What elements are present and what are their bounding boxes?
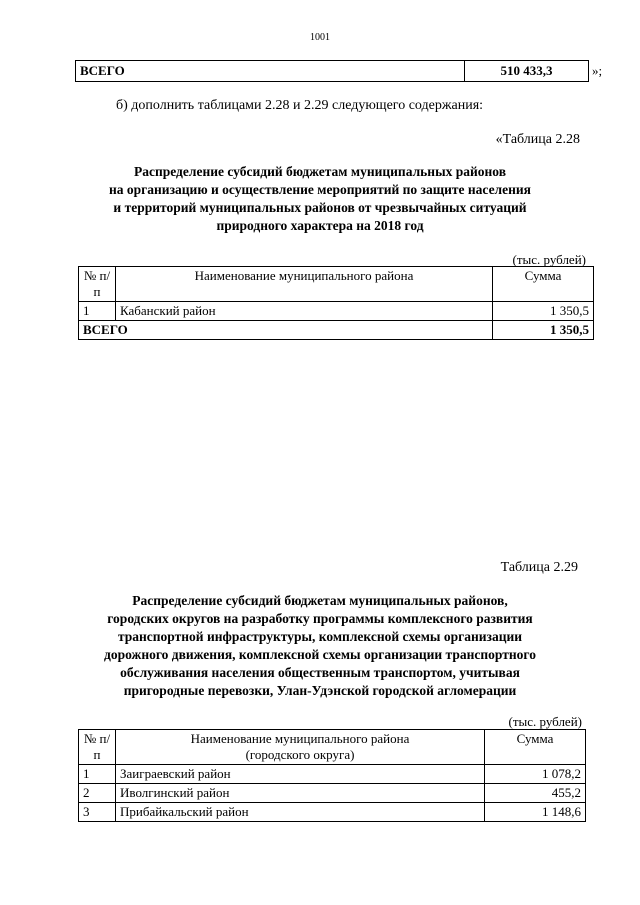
title-line: транспортной инфраструктуры, комплексной схемы организации xyxy=(117,629,523,644)
total-value: 510 433,3 xyxy=(465,61,589,82)
header-num: № п/п xyxy=(79,267,116,302)
table-2-28-units: (тыс. рублей) xyxy=(512,252,586,267)
table-2-29-units: (тыс. рублей) xyxy=(508,714,582,729)
title-line: городских округов на разработку программы комплексного развития xyxy=(107,611,533,626)
row-num: 1 xyxy=(79,765,116,784)
title-line: на организацию и осуществление мероприятий по защите населения xyxy=(108,182,531,197)
row-sum: 1 148,6 xyxy=(485,803,586,822)
header-sum: Сумма xyxy=(493,267,594,302)
title-line: дорожного движения, комплексной схемы организации транспортного xyxy=(104,647,536,662)
row-sum: 1 350,5 xyxy=(493,302,594,321)
table-2-29-caption: Таблица 2.29 xyxy=(500,560,578,575)
header-num: № п/п xyxy=(79,730,116,765)
title-line: Распределение субсидий бюджетам муниципальных районов, xyxy=(132,593,508,608)
header-name-line: Наименование муниципального района xyxy=(190,731,410,746)
row-num: 2 xyxy=(79,784,116,803)
title-line: пригородные перевозки, Улан-Удэнской городской агломерации xyxy=(123,683,517,698)
row-sum: 1 078,2 xyxy=(485,765,586,784)
header-name: Наименование муниципального района xyxy=(116,267,493,302)
intro-text: б) дополнить таблицами 2.28 и 2.29 следующего содержания: xyxy=(116,98,484,113)
table-total-row xyxy=(79,321,594,340)
table-row xyxy=(79,302,594,321)
row-sum: 455,2 xyxy=(485,784,586,803)
table-2-28 xyxy=(78,266,594,340)
table-row xyxy=(79,765,586,784)
table-header-row xyxy=(79,730,586,765)
row-num: 1 xyxy=(79,302,116,321)
table-header-row xyxy=(79,267,594,302)
row-name: Заиграевский район xyxy=(116,765,485,784)
total-label: ВСЕГО xyxy=(79,321,493,340)
header-name xyxy=(116,730,485,765)
closing-quote: »; xyxy=(592,63,603,78)
title-line: Распределение субсидий бюджетам муниципальных районов xyxy=(133,164,507,179)
title-line: природного характера на 2018 год xyxy=(216,218,424,233)
table-2-29 xyxy=(78,729,586,822)
table-2-29-title xyxy=(60,592,580,700)
row-name: Прибайкальский район xyxy=(116,803,485,822)
title-line: обслуживания населения общественным транспортом, учитывая xyxy=(120,665,520,680)
table-row xyxy=(76,61,589,82)
page-number: 1001 xyxy=(310,32,330,43)
row-num: 3 xyxy=(79,803,116,822)
total-label: ВСЕГО xyxy=(76,61,465,82)
total-sum: 1 350,5 xyxy=(493,321,594,340)
table-2-28-caption: «Таблица 2.28 xyxy=(495,132,580,147)
header-name-line: (городского округа) xyxy=(245,747,355,762)
row-name: Кабанский район xyxy=(116,302,493,321)
table-row xyxy=(79,803,586,822)
table-row xyxy=(79,784,586,803)
previous-table-total xyxy=(75,60,589,82)
table-2-28-title xyxy=(80,163,560,235)
header-sum: Сумма xyxy=(485,730,586,765)
row-name: Иволгинский район xyxy=(116,784,485,803)
title-line: и территорий муниципальных районов от чрезвычайных ситуаций xyxy=(113,200,527,215)
